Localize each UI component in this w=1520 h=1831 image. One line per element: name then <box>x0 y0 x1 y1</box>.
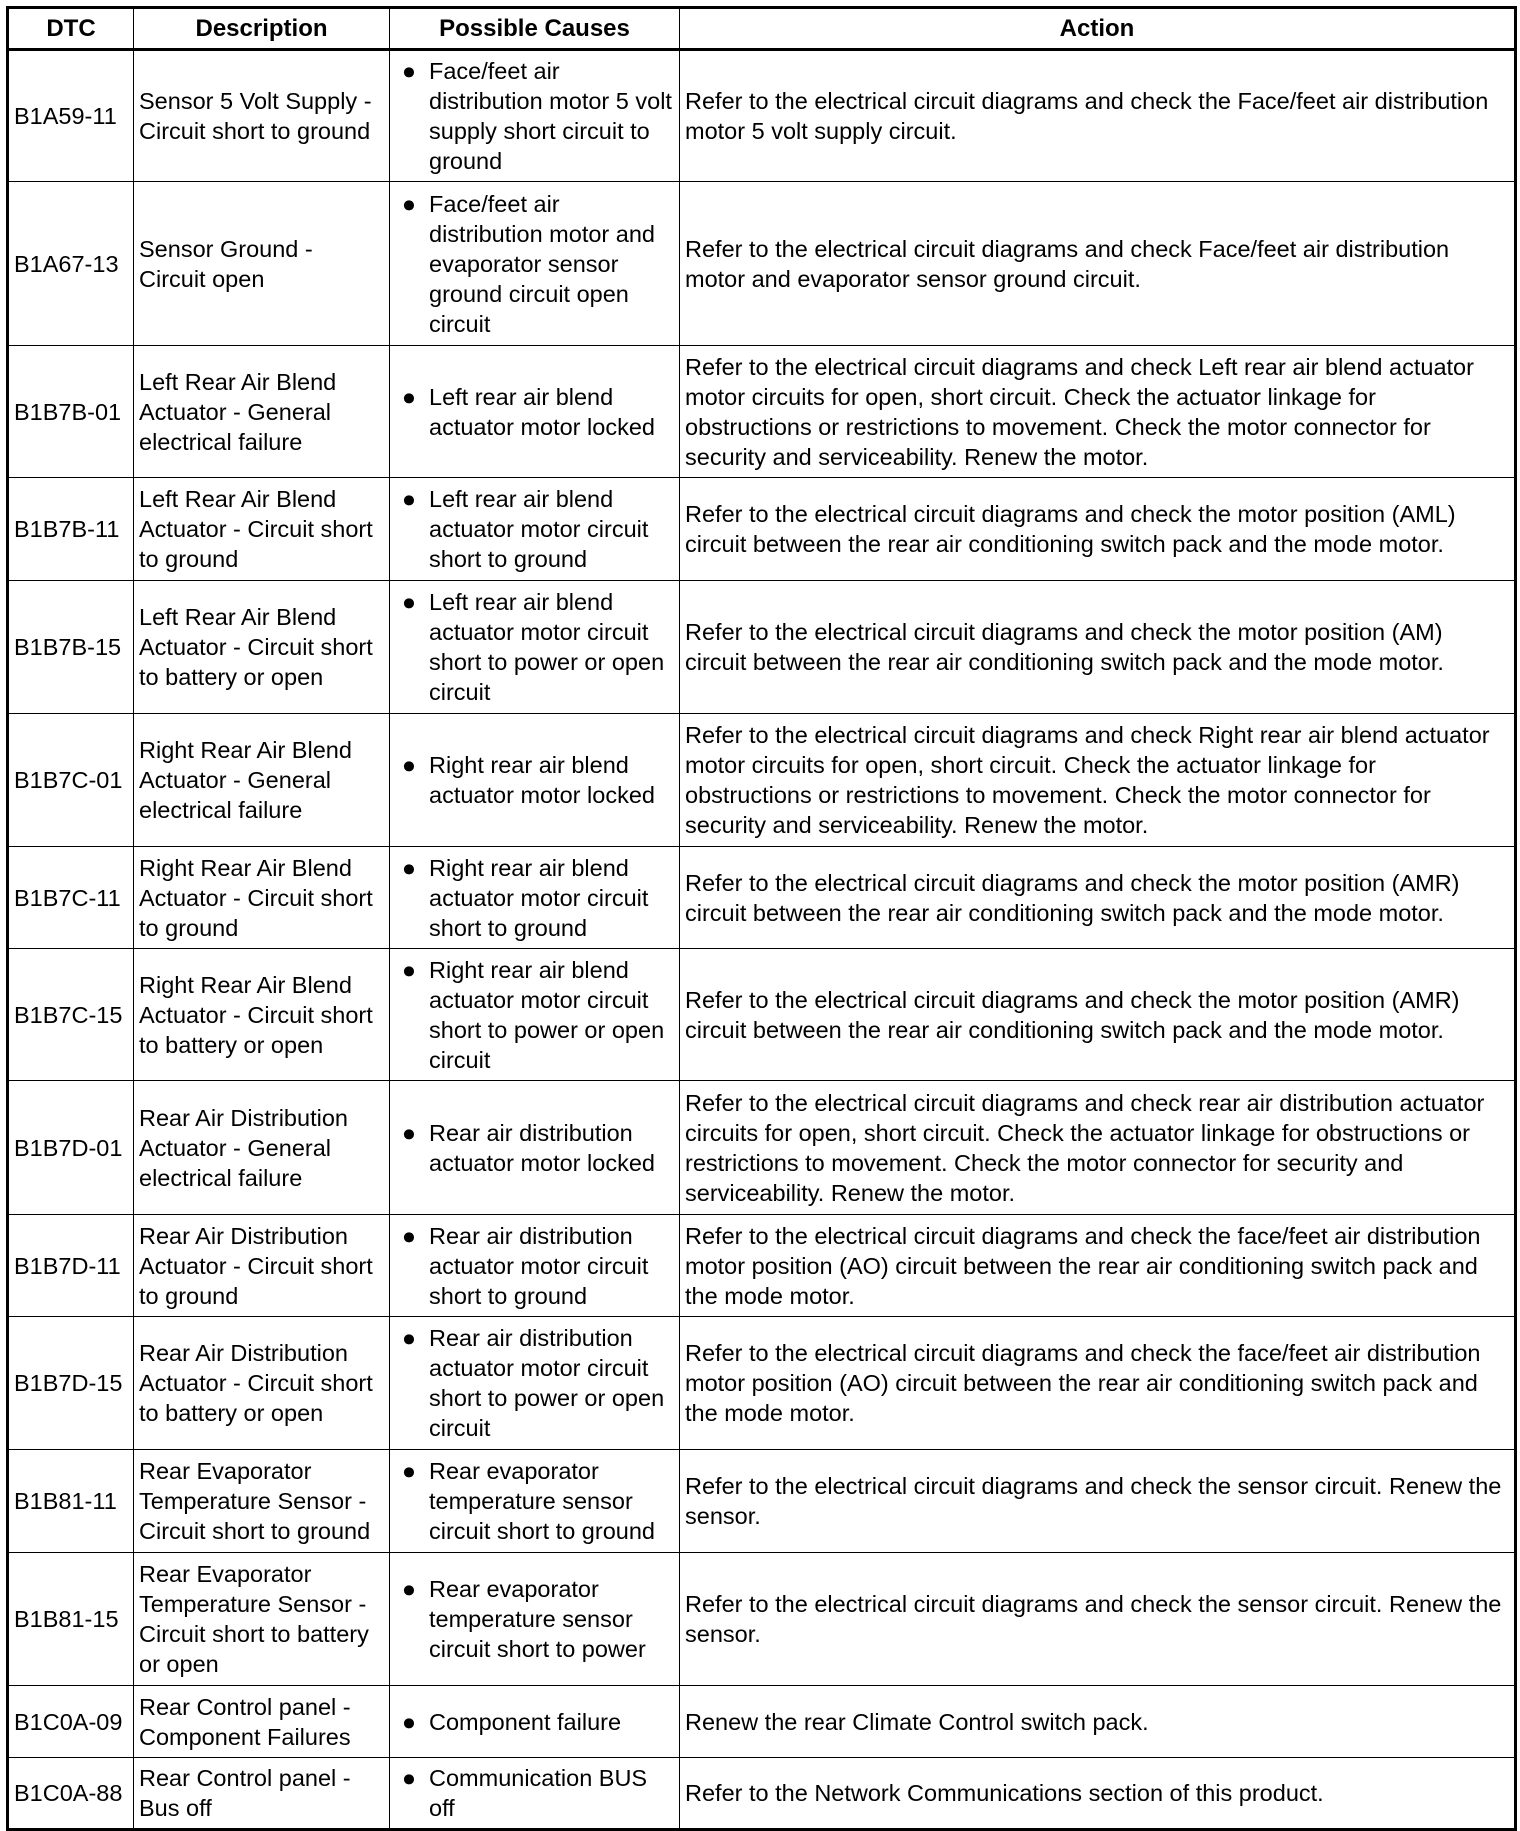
table-body <box>8 50 1516 1830</box>
dtc-code: B1A67-13 <box>8 182 134 346</box>
dtc-code: B1B7C-01 <box>8 714 134 847</box>
cause-text: Left rear air blend actuator motor circuit short to power or open circuit <box>429 589 665 705</box>
possible-cause <box>390 1686 680 1758</box>
cause-item <box>395 1118 674 1178</box>
dtc-code: B1B7B-11 <box>8 478 134 581</box>
bullet-icon: ● <box>401 1222 417 1249</box>
cause-text: Rear evaporator temperature sensor circuit short to ground <box>429 1458 655 1544</box>
cause-item <box>395 750 674 810</box>
cause-text: Component failure <box>429 1708 622 1735</box>
dtc-code: B1B7D-15 <box>8 1317 134 1450</box>
dtc-code: B1B7D-01 <box>8 1081 134 1215</box>
dtc-table <box>6 6 1517 1831</box>
dtc-action: Renew the rear Climate Control switch pack. <box>680 1686 1516 1758</box>
dtc-description: Rear Air Distribution Actuator - General electrical failure <box>134 1081 390 1215</box>
cause-item <box>395 1574 674 1664</box>
dtc-description: Rear Air Distribution Actuator - Circuit short to ground <box>134 1215 390 1317</box>
dtc-description: Rear Control panel - Bus off <box>134 1758 390 1830</box>
dtc-description: Left Rear Air Blend Actuator - General electrical failure <box>134 346 390 478</box>
table-row <box>8 50 1516 182</box>
dtc-description: Sensor Ground - Circuit open <box>134 182 390 346</box>
table-row <box>8 714 1516 847</box>
dtc-code: B1B7B-01 <box>8 346 134 478</box>
cause-text: Right rear air blend actuator motor circuit short to ground <box>429 854 649 941</box>
bullet-icon: ● <box>401 58 417 84</box>
bullet-icon: ● <box>401 1119 417 1146</box>
bullet-icon: ● <box>401 1576 417 1602</box>
bullet-icon: ● <box>401 1708 417 1735</box>
dtc-action: Refer to the electrical circuit diagrams and check the motor position (AM) circuit between the rear air conditioning switch pack and the mode motor. <box>680 581 1516 714</box>
bullet-icon: ● <box>401 383 417 410</box>
possible-cause <box>390 1215 680 1317</box>
cause-text: Rear air distribution actuator motor circuit short to power or open circuit <box>429 1325 665 1441</box>
dtc-description: Right Rear Air Blend Actuator - Circuit short to ground <box>134 847 390 949</box>
cause-text: Rear air distribution actuator motor circuit short to ground <box>429 1222 649 1309</box>
dtc-action: Refer to the electrical circuit diagrams and check the face/feet air distribution motor position (AO) circuit between the rear air conditioning switch pack and the mode motor. <box>680 1317 1516 1450</box>
dtc-action: Refer to the electrical circuit diagrams and check the face/feet air distribution motor position (AO) circuit between the rear air conditioning switch pack and the mode motor. <box>680 1215 1516 1317</box>
dtc-description: Left Rear Air Blend Actuator - Circuit short to battery or open <box>134 581 390 714</box>
table-row <box>8 949 1516 1081</box>
table-row <box>8 346 1516 478</box>
dtc-action: Refer to the electrical circuit diagrams and check the sensor circuit. Renew the sensor. <box>680 1450 1516 1553</box>
dtc-description: Rear Control panel - Component Failures <box>134 1686 390 1758</box>
dtc-action: Refer to the electrical circuit diagrams and check the motor position (AMR) circuit between the rear air conditioning switch pack and the mode motor. <box>680 847 1516 949</box>
cause-text: Communication BUS off <box>429 1765 648 1821</box>
cause-item <box>395 853 674 943</box>
cause-item <box>395 56 674 176</box>
table-row <box>8 581 1516 714</box>
bullet-icon: ● <box>401 190 417 217</box>
table-row <box>8 847 1516 949</box>
table-row <box>8 1686 1516 1758</box>
table-row <box>8 1081 1516 1215</box>
cause-item <box>395 382 674 442</box>
dtc-description: Right Rear Air Blend Actuator - General electrical failure <box>134 714 390 847</box>
bullet-icon: ● <box>401 956 417 983</box>
cause-text: Right rear air blend actuator motor locked <box>429 752 655 808</box>
possible-cause <box>390 346 680 478</box>
possible-cause <box>390 714 680 847</box>
cause-text: Face/feet air distribution motor and evaporator sensor ground circuit open circuit <box>429 190 655 337</box>
bullet-icon: ● <box>401 486 417 512</box>
dtc-action: Refer to the electrical circuit diagrams and check Left rear air blend actuator motor circuits for open, short circuit. Check the actuator linkage for obstructions or restrictions to movement. Check the motor connector for security and serviceability. Renew the motor. <box>680 346 1516 478</box>
table-row <box>8 1758 1516 1830</box>
dtc-code: B1B7C-15 <box>8 949 134 1081</box>
cause-item <box>395 1707 674 1737</box>
possible-cause <box>390 1450 680 1553</box>
dtc-code: B1A59-11 <box>8 50 134 182</box>
cause-text: Right rear air blend actuator motor circuit short to power or open circuit <box>429 956 665 1073</box>
header-row <box>8 8 1516 50</box>
cause-text: Left rear air blend actuator motor locked <box>429 383 655 440</box>
table-row <box>8 1215 1516 1317</box>
dtc-code: B1B81-11 <box>8 1450 134 1553</box>
dtc-code: B1C0A-09 <box>8 1686 134 1758</box>
cause-text: Face/feet air distribution motor 5 volt supply short circuit to ground <box>429 58 672 174</box>
bullet-icon: ● <box>401 589 417 615</box>
possible-cause <box>390 1553 680 1686</box>
cause-item <box>395 484 674 574</box>
table-row <box>8 478 1516 581</box>
bullet-icon: ● <box>401 1325 417 1351</box>
cause-item <box>395 1323 674 1443</box>
dtc-description: Sensor 5 Volt Supply - Circuit short to ground <box>134 50 390 182</box>
possible-cause <box>390 581 680 714</box>
dtc-action: Refer to the electrical circuit diagrams and check rear air distribution actuator circuits for open, short circuit. Check the actuator linkage for obstructions or restrictions to movement. Check the motor connector for security and serviceability. Renew the motor. <box>680 1081 1516 1215</box>
possible-cause <box>390 1081 680 1215</box>
bullet-icon: ● <box>401 854 417 881</box>
cause-text: Left rear air blend actuator motor circuit short to ground <box>429 486 649 572</box>
dtc-description: Rear Evaporator Temperature Sensor - Circuit short to ground <box>134 1450 390 1553</box>
possible-cause <box>390 847 680 949</box>
dtc-action: Refer to the Network Communications section of this product. <box>680 1758 1516 1830</box>
table-row <box>8 1553 1516 1686</box>
dtc-action: Refer to the electrical circuit diagrams and check Face/feet air distribution motor and evaporator sensor ground circuit. <box>680 182 1516 346</box>
possible-cause <box>390 182 680 346</box>
header-description: Description <box>134 8 390 50</box>
header-possible-causes: Possible Causes <box>390 8 680 50</box>
cause-text: Rear air distribution actuator motor locked <box>429 1119 655 1176</box>
dtc-code: B1B81-15 <box>8 1553 134 1686</box>
dtc-action: Refer to the electrical circuit diagrams and check the motor position (AML) circuit between the rear air conditioning switch pack and the mode motor. <box>680 478 1516 581</box>
bullet-icon: ● <box>401 1765 417 1791</box>
cause-item <box>395 1763 674 1823</box>
possible-cause <box>390 949 680 1081</box>
dtc-description: Right Rear Air Blend Actuator - Circuit short to battery or open <box>134 949 390 1081</box>
dtc-description: Left Rear Air Blend Actuator - Circuit short to ground <box>134 478 390 581</box>
table-row <box>8 182 1516 346</box>
header-dtc: DTC <box>8 8 134 50</box>
bullet-icon: ● <box>401 1458 417 1484</box>
cause-item <box>395 1221 674 1311</box>
table-row <box>8 1450 1516 1553</box>
cause-text: Rear evaporator temperature sensor circuit short to power <box>429 1576 646 1662</box>
dtc-code: B1B7B-15 <box>8 581 134 714</box>
dtc-action: Refer to the electrical circuit diagrams and check the motor position (AMR) circuit between the rear air conditioning switch pack and the mode motor. <box>680 949 1516 1081</box>
header-action: Action <box>680 8 1516 50</box>
table-header <box>8 8 1516 50</box>
bullet-icon: ● <box>401 752 417 778</box>
dtc-action: Refer to the electrical circuit diagrams and check the sensor circuit. Renew the sensor. <box>680 1553 1516 1686</box>
cause-item <box>395 1456 674 1546</box>
dtc-action: Refer to the electrical circuit diagrams and check the Face/feet air distribution motor 5 volt supply circuit. <box>680 50 1516 182</box>
cause-item <box>395 587 674 707</box>
dtc-description: Rear Air Distribution Actuator - Circuit short to battery or open <box>134 1317 390 1450</box>
dtc-description: Rear Evaporator Temperature Sensor - Circuit short to battery or open <box>134 1553 390 1686</box>
possible-cause <box>390 478 680 581</box>
possible-cause <box>390 1317 680 1450</box>
table-row <box>8 1317 1516 1450</box>
cause-item <box>395 189 674 339</box>
possible-cause <box>390 1758 680 1830</box>
dtc-action: Refer to the electrical circuit diagrams and check Right rear air blend actuator motor circuits for open, short circuit. Check the actuator linkage for obstructions or restrictions to movement. Check the motor connector for security and serviceability. Renew the motor. <box>680 714 1516 847</box>
cause-item <box>395 955 674 1075</box>
dtc-code: B1B7D-11 <box>8 1215 134 1317</box>
possible-cause <box>390 50 680 182</box>
dtc-code: B1B7C-11 <box>8 847 134 949</box>
dtc-code: B1C0A-88 <box>8 1758 134 1830</box>
